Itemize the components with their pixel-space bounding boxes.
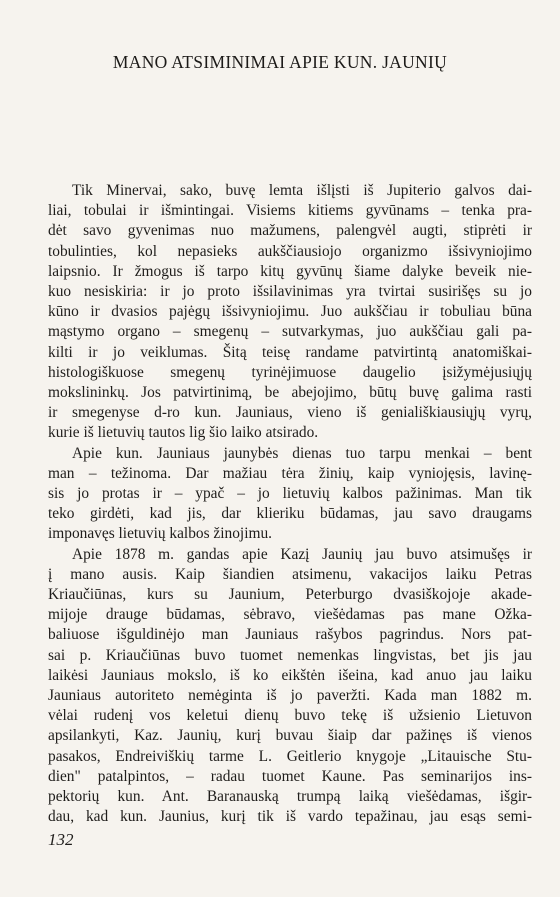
text-line: liai, tobulai ir išmintingai. Visiems kitiems gyvūnams – tenka pra- xyxy=(48,202,532,220)
page-number: 132 xyxy=(48,830,74,849)
text-line: kuo nesiskiria: ir jo proto išsilavinimas yra tvirtai susirišęs su jo xyxy=(48,283,532,301)
text-line: dau, kad kun. Jaunius, kurį tik iš vardo tepažinau, jau esąs semi- xyxy=(48,808,532,826)
text-line: Apie 1878 m. gandas apie Kazį Jaunių jau buvo atsimušęs ir xyxy=(72,545,532,563)
text-line: baliuose išguldinėjo man Jauniaus rašybos pagrindus. Nors pat- xyxy=(48,626,532,644)
text-line: laipsnio. Ir žmogus iš tarpo kitų gyvūnų šiame dalyke beveik nie- xyxy=(48,262,532,280)
text-line: teko girdėti, kad jis, dar klieriku būdamas, jau savo draugams xyxy=(48,505,532,523)
text-line: pasakos, Endreiviškių tarme L. Geitlerio knygoje „Litauische Stu- xyxy=(48,747,532,765)
text-line: histologiškuose smegenų tyrinėjimuose daugelio įsižymėjusiųjų xyxy=(48,363,532,381)
text-line: mokslininkų. Jos patvirtinimą, be abejojimo, būtų buvę galima rasti xyxy=(48,384,532,402)
running-header: MANO ATSIMINIMAI APIE KUN. JAUNIŲ xyxy=(112,52,448,72)
body-text xyxy=(48,181,532,828)
text-line: dien" patalpintos, – radau tuomet Kaune. Pas seminarijos ins- xyxy=(48,767,532,785)
text-line: Apie kun. Jauniaus jaunybės dienas tuo tarpu menkai – bent xyxy=(72,444,532,462)
text-line: imponavęs lietuvių kalbos žinojimu. xyxy=(48,525,272,543)
text-line: pektorių kun. Ant. Baranauską trumpą laiką viešėdamas, išgir- xyxy=(48,788,532,806)
text-line: vėlai rudenį vos keletui dienų buvo tekę iš užsienio Lietuvon xyxy=(48,707,532,725)
text-line: tobulinties, kol nepasieks aukščiausiojo organizmo išsivyniojimo xyxy=(48,242,532,260)
text-line: kurie iš lietuvių tautos lig šio laiko atsirado. xyxy=(48,424,319,442)
text-line: mąstymo organo – smegenų – sutvarkymas, juo aukščiau gali pa- xyxy=(48,323,532,341)
text-line: dėt savo gyvenimas nuo mažumens, palengvėl augti, stiprėti ir xyxy=(48,222,532,240)
text-line: sis jo protas ir – ypač – jo lietuvių kalbos pažinimas. Man tik xyxy=(48,485,532,503)
paragraph-1 xyxy=(48,181,532,444)
text-line: Kriaučiūnas, kurs su Jaunium, Peterburgo dvasiškojoje akade- xyxy=(48,586,532,604)
text-line: man – težinoma. Dar mažiau tėra žinių, kaip vyniojęsis, lavinę- xyxy=(48,464,532,482)
text-line: mijoje drauge būdamas, sėbravo, viešėdamas pas mane Ožka- xyxy=(48,606,532,624)
text-line: ir smegenyse d-ro kun. Jauniaus, vieno iš geniališkiausiųjų vyrų, xyxy=(48,404,532,422)
paragraph-3 xyxy=(48,545,532,828)
text-line: į mano ausis. Kaip šiandien atsimenu, vakacijos laiku Petras xyxy=(48,565,532,583)
text-line: Tik Minervai, sako, buvę lemta išlįsti iš Jupiterio galvos dai- xyxy=(72,182,532,199)
text-line: apsilankyti, Kaz. Jaunių, kurį buvau šiaip dar pažinęs iš vienos xyxy=(48,727,532,745)
text-line: kilti ir jo veiklumas. Šitą teisę randame patvirtintą anatomiškai- xyxy=(48,343,532,361)
text-line: Jauniaus autoriteto nemėginta iš jo paveržti. Kada man 1882 m. xyxy=(48,687,532,705)
text-line: kūno ir dvasios pajėgų išsivyniojimu. Juo aukščiau ir tobuliau būna xyxy=(48,303,532,321)
text-line: sai p. Kriaučiūnas buvo tuomet nemenkas lingvistas, bet jis jau xyxy=(48,646,532,664)
text-line: laikėsi Jauniaus mokslo, iš ko eikštėn išeina, kad anuo jau laiku xyxy=(48,666,532,684)
paragraph-2 xyxy=(48,444,532,545)
